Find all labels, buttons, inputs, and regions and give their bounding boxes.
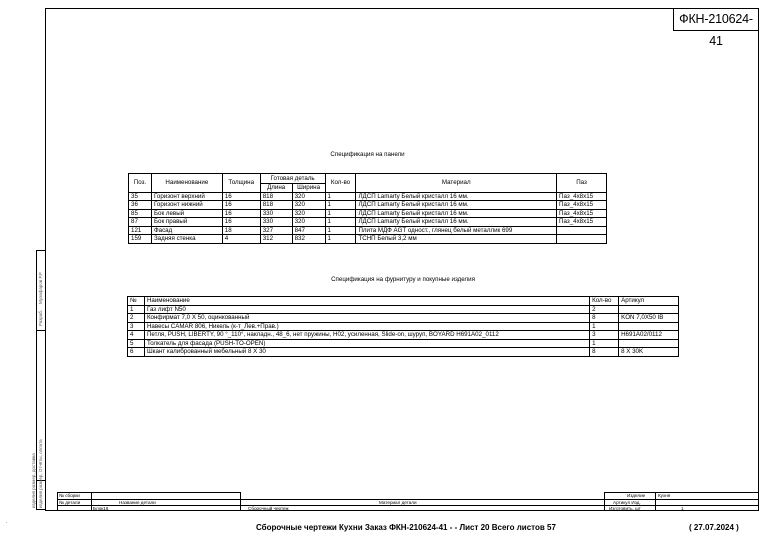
cell-length: 818 [260, 192, 292, 201]
footer-date: ( 27.07.2024 ) [689, 523, 739, 532]
cell-name: Петля, PUSH, LIBERTY, 90 °_110°, накладн., 48_6, нет пружины, H02, усиленная, Slide-on, шуруп, BOYARD H691A02_0112 [144, 331, 589, 340]
cell-qty: 1 [325, 201, 356, 210]
corner-mark: . [6, 519, 8, 525]
cell-material: ЛДСП Lamarty Белый кристалл 16 мм. [356, 209, 557, 218]
cell-thickness: 16 [222, 209, 260, 218]
cell-name: Задняя стенка [151, 235, 222, 244]
header-width: Ширина [292, 184, 325, 193]
cell-pos: 159 [129, 235, 152, 244]
panel-spec-table [128, 173, 607, 244]
cell-width: 832 [292, 235, 325, 244]
header-qty: Кол-во [590, 297, 619, 306]
cell-groove [557, 226, 607, 235]
cell-name: Навесы CAMAR 806, Никель (к-т_Лев.+Прав.) [144, 322, 589, 331]
make-value: 1 [681, 506, 684, 511]
drawing-label: Сборочный чертеж [248, 506, 289, 511]
cell-material: ЛДСП Lamarty Белый кристалл 16 мм. [356, 201, 557, 210]
table-row [129, 235, 607, 244]
title-block [57, 492, 759, 511]
cell-qty: 2 [590, 305, 619, 314]
cell-num: 6 [128, 348, 145, 357]
cell-groove [557, 235, 607, 244]
drawing-frame [45, 8, 759, 511]
cell-pos: 121 [129, 226, 152, 235]
table-row [129, 209, 607, 218]
block-value: Блок16 [93, 506, 109, 511]
cell-num: 1 [128, 305, 145, 314]
cell-article [619, 305, 679, 314]
fittings-spec-title: Спецификация на фурнитуру и покупные изделия [331, 276, 475, 283]
cell-qty: 1 [590, 339, 619, 348]
product-value: Кухня [658, 493, 671, 498]
cell-qty: 1 [325, 226, 356, 235]
cell-width: 320 [292, 192, 325, 201]
cell-width: 320 [292, 209, 325, 218]
table-row [128, 322, 679, 331]
cell-width: 320 [292, 218, 325, 227]
material-label: Материал детали [379, 500, 417, 505]
header-finished: Готовая деталь [260, 174, 325, 184]
cell-name: Бок левый [151, 209, 222, 218]
cell-groove: Паз_4x8x15 [557, 192, 607, 201]
cell-length: 327 [260, 226, 292, 235]
article-label: Артикул Изд. [613, 500, 641, 505]
footer-caption: Сборочные чертежи Кухни Заказ ФКН-210624-41 - - Лист 20 Всего листов 57 [256, 523, 556, 532]
table-row [129, 218, 607, 227]
header-length: Длина [260, 184, 292, 193]
header-qty: Кол-во [325, 174, 356, 193]
cell-thickness: 16 [222, 192, 260, 201]
cell-pos: 87 [129, 218, 152, 227]
document-code: ФКН-210624-41 [673, 8, 759, 31]
cell-thickness: 16 [222, 201, 260, 210]
part-name-label: Название детали [119, 500, 156, 505]
table-row [128, 314, 679, 323]
cell-groove: Паз_4x8x15 [557, 201, 607, 210]
table-row [128, 339, 679, 348]
side-note-1: изделия размер, доставка [31, 453, 36, 508]
header-name: Наименование [144, 297, 589, 306]
header-material: Материал [356, 174, 557, 193]
cell-article: KON 7,0X50 IB [619, 314, 679, 323]
cell-num: 3 [128, 322, 145, 331]
cell-name: Газ лифт N50 [144, 305, 589, 314]
cell-qty: 1 [590, 322, 619, 331]
cell-width: 320 [292, 201, 325, 210]
make-label: Изготовить, шт [609, 506, 641, 511]
cell-pos: 85 [129, 209, 152, 218]
cell-name: Толкатель для фасада (PUSH-TO-OPEN) [144, 339, 589, 348]
header-name: Наименование [151, 174, 222, 193]
cell-material: ТСНП Белый 3,2 мм [356, 235, 557, 244]
cell-article [619, 339, 679, 348]
header-groove: Паз [557, 174, 607, 193]
header-num: № [128, 297, 145, 306]
cell-qty: 1 [325, 192, 356, 201]
cell-pos: 36 [129, 201, 152, 210]
assembly-no-label: № сборки [59, 493, 80, 498]
table-row [128, 331, 679, 340]
header-article: Артикул [619, 297, 679, 306]
cell-name: Конфирмат 7,0 X 50, оцинкованный [144, 314, 589, 323]
cell-qty: 1 [325, 209, 356, 218]
developer-name: Музафаров Р.Р [38, 272, 43, 304]
cell-length: 818 [260, 201, 292, 210]
table-row [128, 348, 679, 357]
cell-material: Плита МДФ AGT одност., глянец белый металлик 699 [356, 226, 557, 235]
cell-qty: 1 [325, 235, 356, 244]
table-row [129, 192, 607, 201]
cell-num: 5 [128, 339, 145, 348]
cell-pos: 35 [129, 192, 152, 201]
cell-name: Горизонт нижний [151, 201, 222, 210]
cell-thickness: 4 [222, 235, 260, 244]
cell-article: H691A02/0112 [619, 331, 679, 340]
cell-article [619, 322, 679, 331]
table-row [129, 226, 607, 235]
fittings-spec-table [127, 296, 679, 357]
cell-length: 330 [260, 218, 292, 227]
developer-label: Разраб. [38, 309, 43, 326]
header-thickness: Толщина [222, 174, 260, 193]
cell-length: 312 [260, 235, 292, 244]
table-row [129, 201, 607, 210]
cell-qty: 1 [325, 218, 356, 227]
cell-name: Горизонт верхний [151, 192, 222, 201]
table-row [128, 305, 679, 314]
cell-groove: Паз_4x8x15 [557, 209, 607, 218]
panel-spec-title: Спецификация на панели [330, 151, 405, 158]
cell-name: Фасад [151, 226, 222, 235]
cell-num: 4 [128, 331, 145, 340]
product-label: Изделие [627, 493, 646, 498]
part-no-label: № детали [59, 500, 81, 505]
cell-groove: Паз_4x8x15 [557, 218, 607, 227]
cell-material: ЛДСП Lamarty Белый кристалл 16 мм. [356, 192, 557, 201]
cell-qty: 8 [590, 348, 619, 357]
cell-qty: 8 [590, 314, 619, 323]
cell-name: Шкант калиброванный мебельный 8 X 30 [144, 348, 589, 357]
cell-name: Бок правый [151, 218, 222, 227]
cell-width: 847 [292, 226, 325, 235]
cell-length: 330 [260, 209, 292, 218]
cell-article: 8 X 30K [619, 348, 679, 357]
cell-thickness: 18 [222, 226, 260, 235]
cell-material: ЛДСП Lamarty Белый кристалл 16 мм. [356, 218, 557, 227]
cell-num: 2 [128, 314, 145, 323]
cell-qty: 3 [590, 331, 619, 340]
cell-thickness: 16 [222, 218, 260, 227]
side-note-2: изделия размер, Отчёты, оплата [38, 439, 43, 508]
header-pos: Поз. [129, 174, 152, 193]
